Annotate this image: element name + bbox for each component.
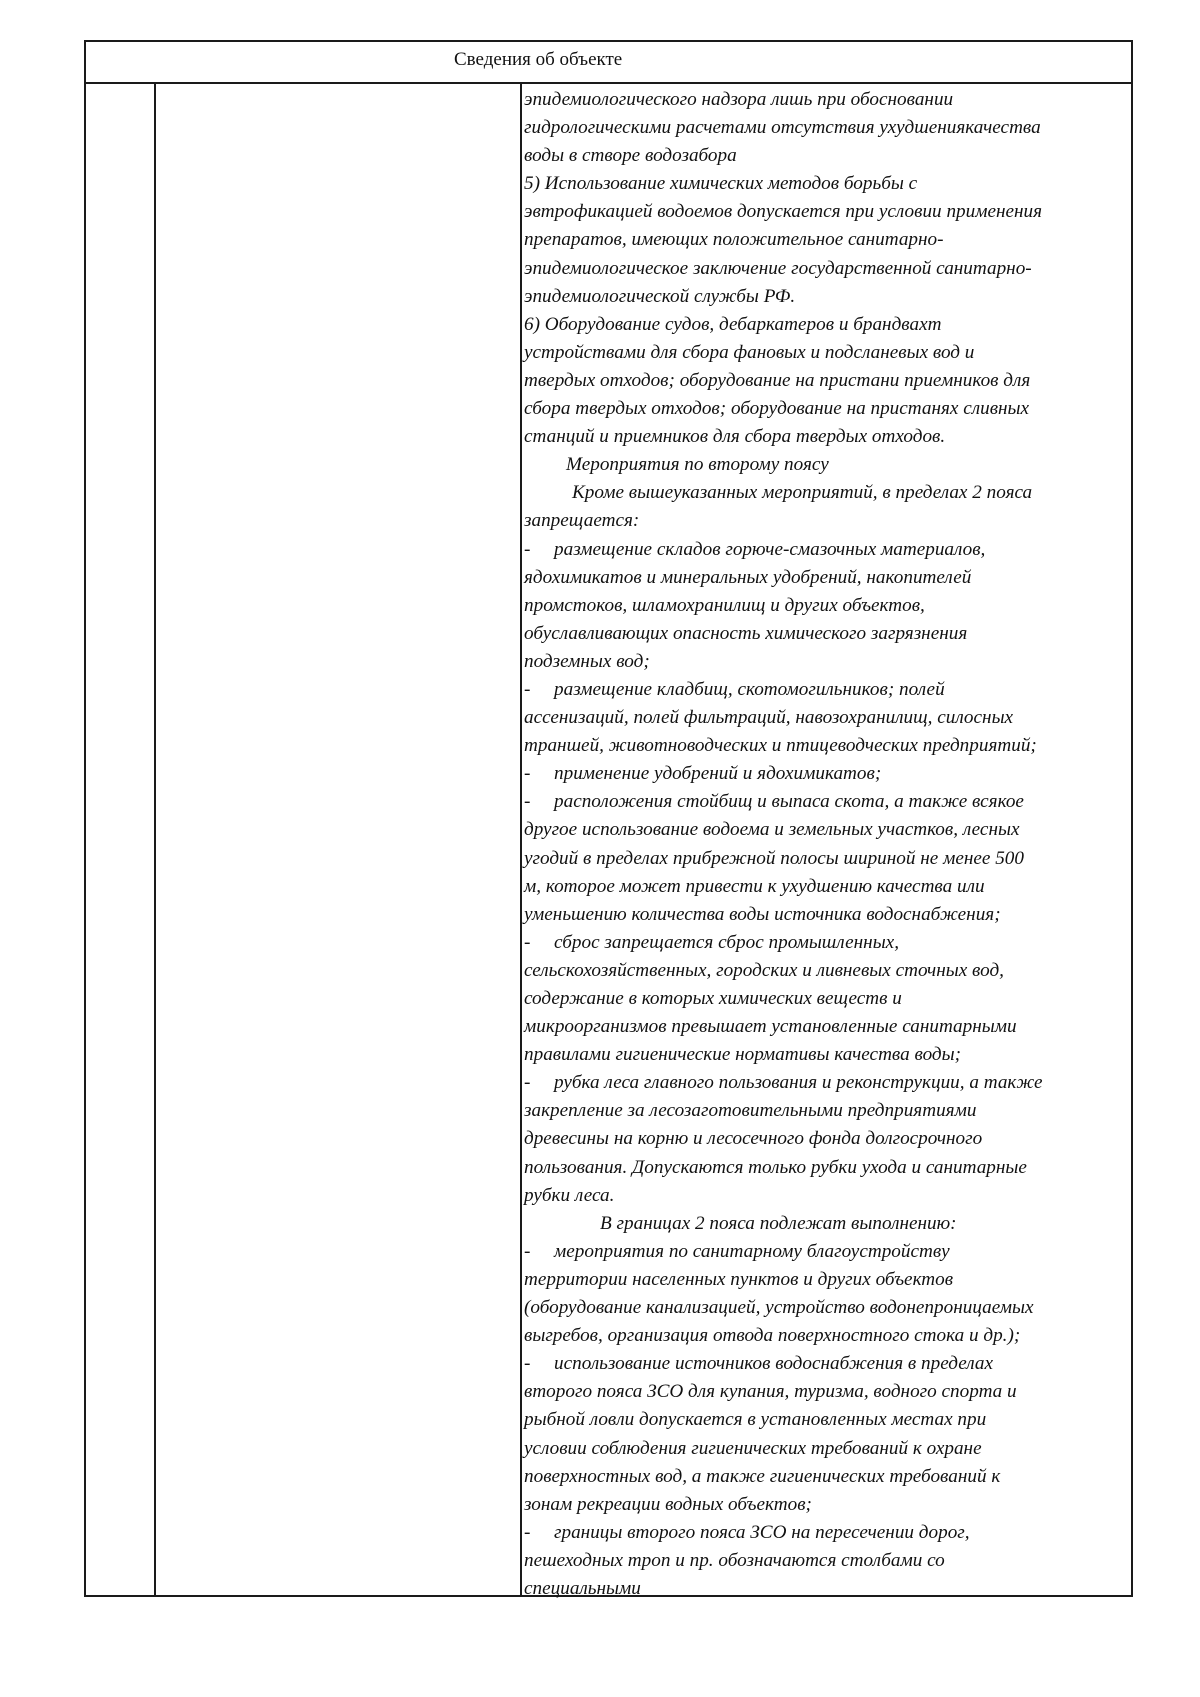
text-line-content: использование источников водоснабжения в пределах: [554, 1353, 993, 1375]
text-line-content: правилами гигиенические нормативы качества воды;: [524, 1044, 962, 1066]
text-line-content: подземных вод;: [524, 650, 650, 672]
text-line: [524, 648, 1130, 676]
text-line: [524, 1491, 1130, 1519]
text-line: [524, 1266, 1130, 1294]
text-line: [524, 592, 1130, 620]
text-line: [524, 198, 1130, 226]
text-line-content: микроорганизмов превышает установленные санитарными: [524, 1016, 1017, 1038]
list-dash: -: [524, 678, 531, 700]
text-line: [524, 507, 1130, 535]
list-dash: -: [524, 791, 531, 813]
text-line: [524, 1041, 1130, 1069]
text-line-content: препаратов, имеющих положительное санитарно-: [524, 229, 944, 251]
text-line: [524, 451, 1130, 479]
text-line: [524, 1069, 1130, 1097]
text-line: [524, 1519, 1130, 1547]
text-line-content: размещение складов горюче-смазочных материалов,: [554, 538, 986, 560]
column-divider-1: [154, 84, 156, 1595]
text-line: [524, 1125, 1130, 1153]
text-line-content: устройствами для сбора фановых и подсланевых вод и: [524, 341, 975, 363]
text-line: [524, 957, 1130, 985]
text-line-content: эвтрофикацией водоемов допускается при условии применения: [524, 201, 1043, 223]
list-dash: -: [524, 538, 531, 560]
text-line-content: В границах 2 пояса подлежат выполнению:: [600, 1212, 957, 1234]
text-line: [524, 1013, 1130, 1041]
text-line-content: (оборудование канализацией, устройство водонепроницаемых: [524, 1297, 1034, 1319]
text-line: [524, 1238, 1130, 1266]
text-line: [524, 760, 1130, 788]
list-dash: -: [524, 1072, 531, 1094]
text-line-content: запрещается:: [524, 510, 640, 532]
text-line-content: 6) Оборудование судов, дебаркатеров и брандвахт: [524, 313, 942, 335]
text-line-content: рыбной ловли допускается в установленных местах при: [524, 1409, 987, 1431]
text-line: [524, 170, 1130, 198]
list-dash: -: [524, 931, 531, 953]
text-line-content: ассенизаций, полей фильтраций, навозохранилищ, силосных: [524, 707, 1014, 729]
text-line-content: территории населенных пунктов и других объектов: [524, 1268, 954, 1290]
text-line-content: эпидемиологической службы РФ.: [524, 285, 796, 307]
text-line: [524, 1097, 1130, 1125]
object-info-text-cell: [524, 86, 1130, 1603]
text-line: [524, 1294, 1130, 1322]
text-line-content: другое использование водоема и земельных участков, лесных: [524, 819, 1020, 841]
text-line-content: размещение кладбищ, скотомогильников; полей: [554, 678, 945, 700]
text-line-content: закрепление за лесозаготовительными предприятиями: [524, 1100, 977, 1122]
text-line-content: пользования. Допускаются только рубки ухода и санитарные: [524, 1156, 1027, 1178]
text-line-content: гидрологическими расчетами отсутствия ухудшениякачества: [524, 117, 1041, 139]
text-line-content: расположения стойбищ и выпаса скота, а также всякое: [554, 791, 1024, 813]
text-line: [524, 620, 1130, 648]
text-line: [524, 1322, 1130, 1350]
text-line: [524, 873, 1130, 901]
text-line: [524, 395, 1130, 423]
text-line-content: обуславливающих опасность химического загрязнения: [524, 622, 968, 644]
text-line: [524, 901, 1130, 929]
text-line-content: древесины на корню и лесосечного фонда долгосрочного: [524, 1128, 983, 1150]
table-header-row: [86, 42, 1131, 84]
text-line: [524, 732, 1130, 760]
text-line: [524, 704, 1130, 732]
text-line: [524, 423, 1130, 451]
text-line: [524, 1575, 1130, 1603]
text-line-content: пешеходных троп и пр. обозначаются столбами со: [524, 1549, 945, 1571]
text-line-content: траншей, животноводческих и птицеводческих предприятий;: [524, 735, 1037, 757]
text-line: [524, 114, 1130, 142]
text-line: [524, 367, 1130, 395]
text-line-content: условии соблюдения гигиенических требований к охране: [524, 1437, 982, 1459]
text-line-content: Мероприятия по второму поясу: [566, 454, 829, 476]
text-line-content: поверхностных вод, а также гигиенических требований к: [524, 1465, 1001, 1487]
text-line: [524, 536, 1130, 564]
text-line-content: мероприятия по санитарному благоустройству: [554, 1240, 950, 1262]
text-line: [524, 788, 1130, 816]
text-line: [524, 283, 1130, 311]
text-line: [524, 311, 1130, 339]
text-line: [524, 1406, 1130, 1434]
text-line: [524, 985, 1130, 1013]
text-line-content: ядохимикатов и минеральных удобрений, накопителей: [524, 566, 972, 588]
text-line-content: промстоков, шламохранилищ и других объектов,: [524, 594, 925, 616]
text-line: [524, 142, 1130, 170]
text-line-content: сброс запрещается сброс промышленных,: [554, 931, 899, 953]
text-line: [524, 1435, 1130, 1463]
text-line-content: м, которое может привести к ухудшению качества или: [524, 875, 985, 897]
text-line-content: 5) Использование химических методов борьбы с: [524, 173, 918, 195]
text-line-content: выгребов, организация отвода поверхностного стока и др.);: [524, 1325, 1021, 1347]
text-line: [524, 1463, 1130, 1491]
column-divider-2: [520, 84, 522, 1595]
list-dash: -: [524, 1353, 531, 1375]
info-table: [84, 40, 1133, 1597]
text-line: [524, 226, 1130, 254]
text-line: [524, 564, 1130, 592]
text-line: [524, 816, 1130, 844]
text-line-content: зонам рекреации водных объектов;: [524, 1493, 812, 1515]
text-line: [524, 479, 1130, 507]
text-line: [524, 1182, 1130, 1210]
text-line-content: твердых отходов; оборудование на пристани приемников для: [524, 369, 1031, 391]
text-line: [524, 845, 1130, 873]
text-line-content: границы второго пояса ЗСО на пересечении дорог,: [554, 1521, 970, 1543]
text-line-content: эпидемиологическое заключение государственной санитарно-: [524, 257, 1032, 279]
list-dash: -: [524, 1240, 531, 1262]
text-line: [524, 1350, 1130, 1378]
text-line-content: станций и приемников для сбора твердых отходов.: [524, 426, 946, 448]
text-line: [524, 1210, 1130, 1238]
text-line: [524, 929, 1130, 957]
text-line-content: специальными: [524, 1577, 641, 1599]
text-line: [524, 339, 1130, 367]
text-line-content: уменьшению количества воды источника водоснабжения;: [524, 903, 1001, 925]
text-line: [524, 676, 1130, 704]
text-line-content: сельскохозяйственных, городских и ливневых сточных вод,: [524, 959, 1004, 981]
text-line: [524, 1547, 1130, 1575]
table-header-title: Сведения об объекте: [454, 49, 623, 70]
text-line-content: рубка леса главного пользования и реконструкции, а также: [554, 1072, 1043, 1094]
text-line-content: воды в створе водозабора: [524, 145, 737, 167]
text-line-content: содержание в которых химических веществ и: [524, 988, 902, 1009]
text-line: [524, 1154, 1130, 1182]
text-line-content: угодий в пределах прибрежной полосы шириной не менее 500: [524, 847, 1024, 869]
text-line-content: второго пояса ЗСО для купания, туризма, водного спорта и: [524, 1381, 1017, 1403]
text-line: [524, 1378, 1130, 1406]
text-line: [524, 86, 1130, 114]
text-line-content: сбора твердых отходов; оборудование на пристанях сливных: [524, 398, 1030, 420]
text-line-content: Кроме вышеуказанных мероприятий, в пределах 2 пояса: [572, 482, 1033, 504]
text-line-content: применение удобрений и ядохимикатов;: [554, 763, 882, 785]
list-dash: -: [524, 1521, 531, 1543]
text-line: [524, 255, 1130, 283]
text-line-content: рубки леса.: [524, 1184, 615, 1206]
list-dash: -: [524, 763, 531, 785]
text-line-content: эпидемиологического надзора лишь при обосновании: [524, 89, 954, 110]
